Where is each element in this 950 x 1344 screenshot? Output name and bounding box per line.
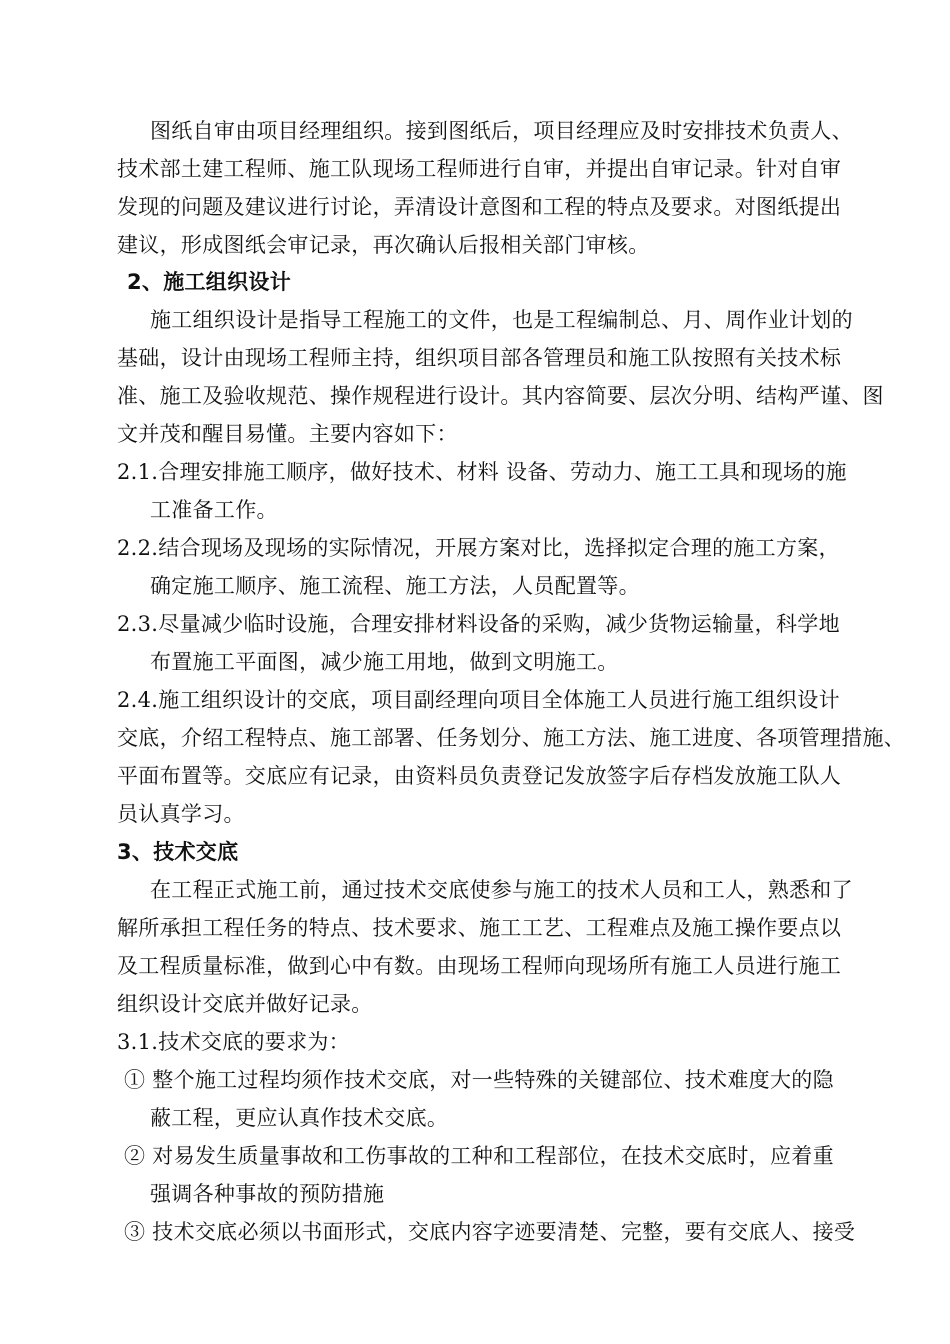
requirement-2-line-1: ② 对易发生质量事故和工伤事故的工种和工程部位，在技术交底时，应着重 xyxy=(124,1144,834,1168)
item-2-3-line-1: 2.3.尽量减少临时设施，合理安排材料设备的采购，减少货物运输量，科学地 xyxy=(117,612,840,636)
item-2-4-line-4: 员认真学习。 xyxy=(117,802,245,826)
item-2-2-line-2: 确定施工顺序、施工流程、施工方法，人员配置等。 xyxy=(150,574,640,598)
intro-line-2: 技术部土建工程师、施工队现场工程师进行自审，并提出自审记录。针对自审 xyxy=(117,157,842,181)
requirement-1-line-2: 蔽工程，更应认真作技术交底。 xyxy=(150,1106,449,1130)
section2-para-line-3: 准、施工及验收规范、操作规程进行设计。其内容简要、层次分明、结构严谨、图 xyxy=(117,384,884,408)
section2-heading: 2、施工组织设计 xyxy=(127,270,292,294)
section3-sub-heading: 3.1.技术交底的要求为： xyxy=(117,1030,350,1054)
section3-para-line-1: 在工程正式施工前，通过技术交底使参与施工的技术人员和工人，熟悉和了 xyxy=(150,878,853,902)
requirement-1-line-1: ① 整个施工过程均须作技术交底，对一些特殊的关键部位、技术难度大的隐 xyxy=(124,1068,834,1092)
section2-para-line-1: 施工组织设计是指导工程施工的文件，也是工程编制总、月、周作业计划的 xyxy=(150,308,853,332)
item-2-4-line-3: 平面布置等。交底应有记录，由资料员负责登记发放签字后存档发放施工队人 xyxy=(117,764,842,788)
section3-para-line-2: 解所承担工程任务的特点、技术要求、施工工艺、工程难点及施工操作要点以 xyxy=(117,916,842,940)
item-2-1-line-1: 2.1.合理安排施工顺序，做好技术、材料 设备、劳动力、施工工具和现场的施 xyxy=(117,460,847,484)
item-2-4-line-1: 2.4.施工组织设计的交底，项目副经理向项目全体施工人员进行施工组织设计 xyxy=(117,688,840,712)
section2-para-line-4: 文并茂和醒目易懂。主要内容如下： xyxy=(117,422,458,446)
intro-line-4: 建议，形成图纸会审记录，再次确认后报相关部门审核。 xyxy=(117,233,650,257)
section3-para-line-4: 组织设计交底并做好记录。 xyxy=(117,992,373,1016)
item-2-1-line-2: 工准备工作。 xyxy=(150,498,278,522)
section3-para-line-3: 及工程质量标准，做到心中有数。由现场工程师向现场所有施工人员进行施工 xyxy=(117,954,842,978)
section2-para-line-2: 基础，设计由现场工程师主持，组织项目部各管理员和施工队按照有关技术标 xyxy=(117,346,842,370)
requirement-2-line-2: 强调各种事故的预防措施 xyxy=(150,1182,385,1206)
item-2-3-line-2: 布置施工平面图，减少施工用地，做到文明施工。 xyxy=(150,650,619,674)
intro-line-1: 图纸自审由项目经理组织。接到图纸后，项目经理应及时安排技术负责人、 xyxy=(150,119,853,143)
item-2-2-line-1: 2.2.结合现场及现场的实际情况，开展方案对比，选择拟定合理的施工方案， xyxy=(117,536,840,560)
section3-heading: 3、技术交底 xyxy=(117,840,239,864)
requirement-3-line-1: ③ 技术交底必须以书面形式，交底内容字迹要清楚、完整，要有交底人、接受 xyxy=(124,1220,856,1244)
item-2-4-line-2: 交底，介绍工程特点、施工部署、任务划分、施工方法、施工进度、各项管理措施、 xyxy=(117,726,906,750)
intro-line-3: 发现的问题及建议进行讨论，弄清设计意图和工程的特点及要求。对图纸提出 xyxy=(117,195,842,219)
